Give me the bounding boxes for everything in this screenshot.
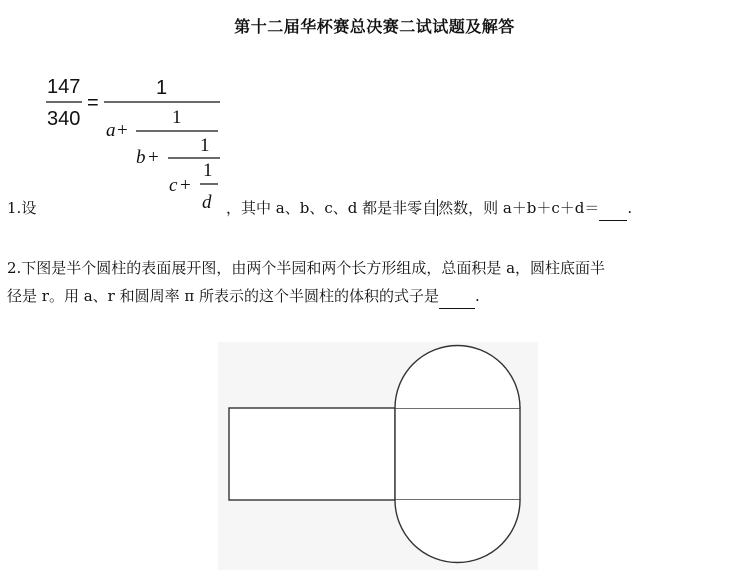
question-1-text-part2: 然数，则 a＋b＋c＋d＝ bbox=[438, 199, 600, 217]
question-1-lead bbox=[7, 196, 36, 220]
cf-one-b: 1 bbox=[200, 135, 210, 156]
question-2-line-2 bbox=[7, 284, 480, 309]
question-1-number: 1. bbox=[7, 199, 22, 217]
continued-fraction bbox=[40, 72, 240, 217]
cf-var-d: d bbox=[202, 192, 212, 213]
half-cylinder-net-diagram bbox=[218, 342, 538, 570]
cf-plus-b: + bbox=[148, 147, 159, 168]
right-rectangle bbox=[395, 408, 520, 500]
cf-var-c: c bbox=[169, 175, 178, 196]
question-2-line-2-text: 径是 r。用 a、r 和圆周率 π 所表示的这个半圆柱的体积的式子是 bbox=[7, 287, 439, 305]
question-1-lead-text: 设 bbox=[21, 199, 37, 217]
question-1-end: . bbox=[627, 199, 633, 217]
fraction-numerator: 147 bbox=[47, 76, 81, 98]
equals-sign: = bbox=[87, 92, 99, 114]
cf-var-a: a bbox=[106, 120, 116, 141]
answer-blank-2[interactable] bbox=[439, 284, 475, 309]
fraction-denominator: 340 bbox=[47, 108, 81, 130]
left-rectangle bbox=[229, 408, 395, 500]
cf-plus-c: + bbox=[180, 175, 191, 196]
cf-var-b: b bbox=[136, 147, 146, 168]
page-title: 第十二届华杯赛总决赛二试试题及解答 bbox=[234, 17, 515, 36]
question-2-line-1: 2.下图是半个圆柱的表面展开图，由两个半园和两个长方形组成，总面积是 a，圆柱底面半 bbox=[7, 259, 606, 277]
question-1-text bbox=[226, 196, 632, 221]
question-1-text-part1: ，其中 a、b、c、d 都是非零自 bbox=[226, 199, 438, 217]
question-2-end: . bbox=[475, 287, 480, 305]
cf-one-a: 1 bbox=[172, 107, 182, 128]
cf-plus-a: + bbox=[117, 120, 128, 141]
cf-one-c: 1 bbox=[203, 160, 213, 181]
cf-one-top: 1 bbox=[156, 77, 168, 99]
answer-blank-1[interactable] bbox=[599, 196, 627, 221]
